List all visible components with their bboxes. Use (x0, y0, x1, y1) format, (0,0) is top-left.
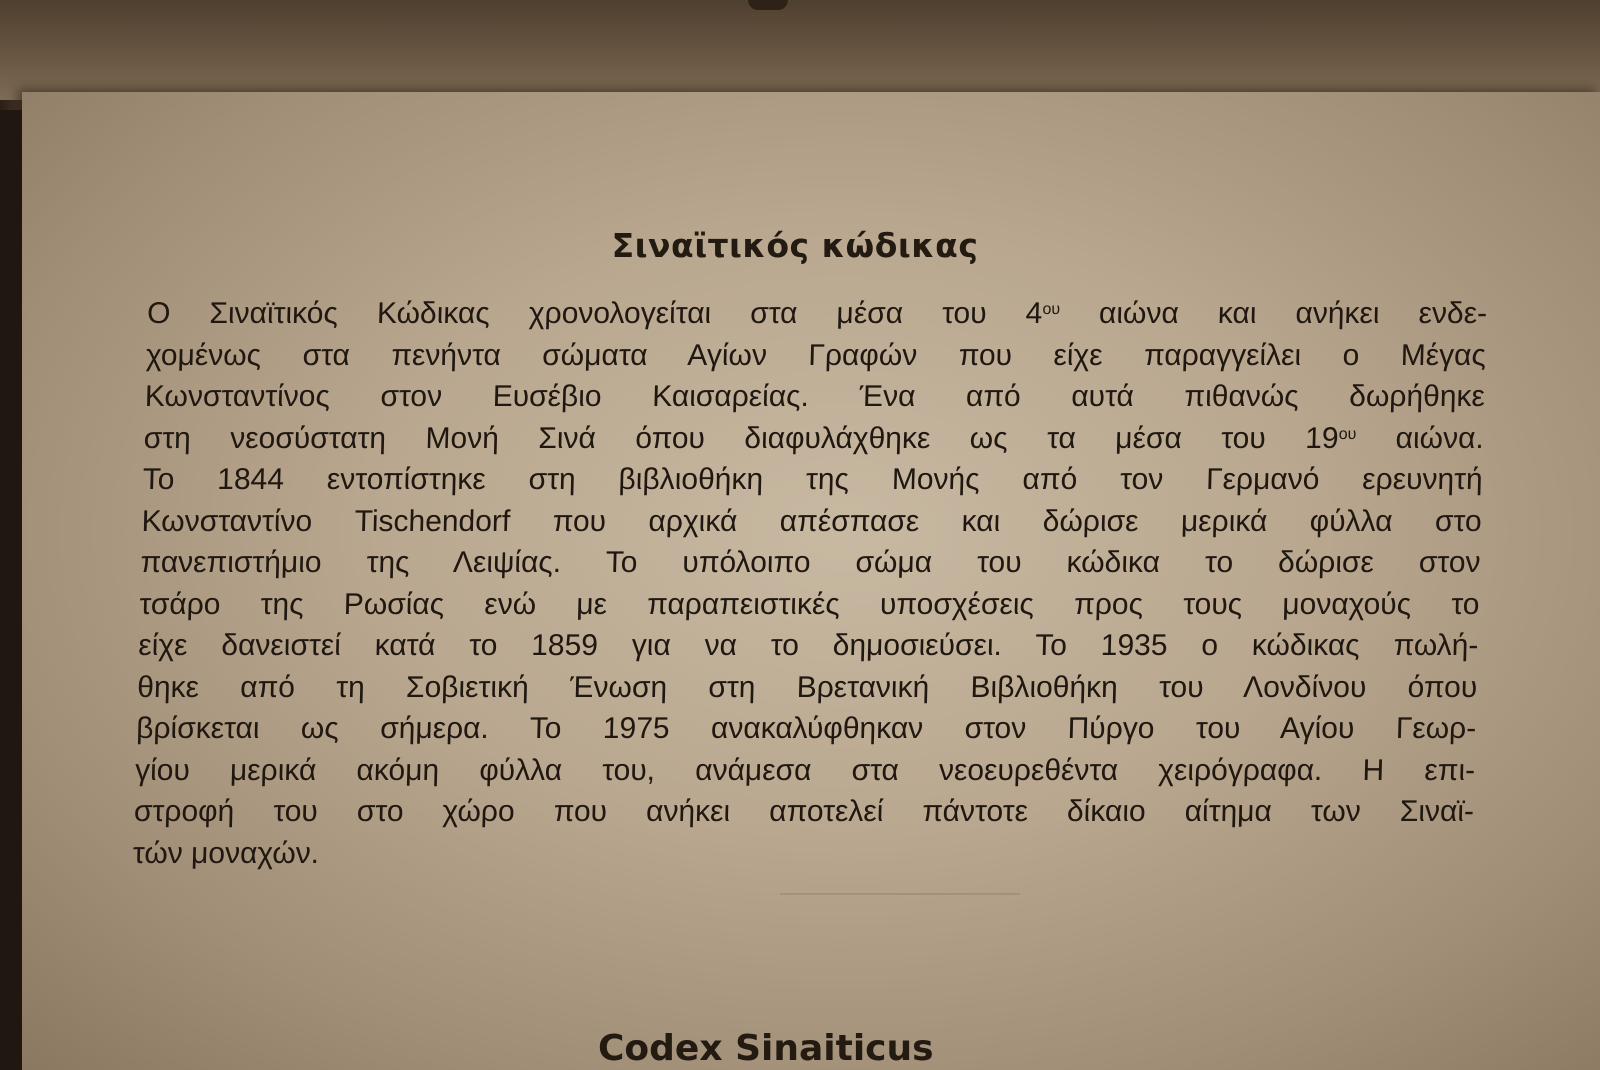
body-line: Ο Σιναϊτικός Κώδικας χρονολογείται στα μέσα του $4^{o\upsilon}$ αιώνα και ανήκει ενδε- (146, 297, 1488, 330)
body-line: στροφή του στο χώρο που ανήκει αποτελεί πάντοτε δίκαιο αίτημα των Σιναϊ- (133, 795, 1475, 828)
english-title-cropped: Codex Sinaiticus (598, 1028, 934, 1069)
body-line: είχε δανειστεί κατά το 1859 για να το δημοσιεύσει. Το 1935 ο κώδικας πωλή- (137, 629, 1479, 662)
body-line: στη νεοσύστατη Μονή Σινά όπου διαφυλάχθηκε ως τα μέσα του $19^{o\upsilon}$ αιώνα. (143, 421, 1485, 455)
sign-title: Σιναϊτικός κώδικας (611, 226, 979, 265)
body-line: χομένως στα πενήντα σώματα Αγίων Γραφών που είχε παραγγείλει ο Μέγας (145, 338, 1487, 372)
body-line: Κωνσταντίνος στον Ευσέβιο Καισαρείας. Ένα από αυτά πιθανώς δωρήθηκε (144, 380, 1486, 413)
body-line: γίου μερικά ακόμη φύλλα του, ανάμεσα στα νεοευρεθέντα χειρόγραφα. Η επι- (134, 753, 1476, 787)
sign-body (132, 293, 1487, 874)
body-line: πανεπιστήμιο της Λειψίας. Το υπόλοιπο σώμα του κώδικα το δώρισε στον (140, 546, 1481, 579)
body-line: τσάρο της Ρωσίας ενώ με παραπειστικές υποσχέσεις προς τους μοναχούς το (139, 587, 1480, 621)
body-line: θηκε από τη Σοβιετική Ένωση στη Βρετανική Βιβλιοθήκη του Λονδίνου όπου (136, 670, 1478, 704)
body-line: τών μοναχών. (132, 836, 320, 870)
wall-hook (748, 0, 788, 10)
faint-divider (780, 893, 1020, 895)
body-line: βρίσκεται ως σήμερα. Το 1975 ανακαλύφθηκαν στον Πύργο του Αγίου Γεωρ- (135, 712, 1477, 745)
wall-top (0, 0, 1600, 100)
body-line: Το 1844 εντοπίστηκε στη βιβλιοθήκη της Μονής από τον Γερμανό ερευνητή (142, 463, 1484, 496)
body-line: Κωνσταντίνο Tischendorf που αρχικά απέσπασε και δώρισε μερικά φύλλα στο (141, 504, 1483, 538)
